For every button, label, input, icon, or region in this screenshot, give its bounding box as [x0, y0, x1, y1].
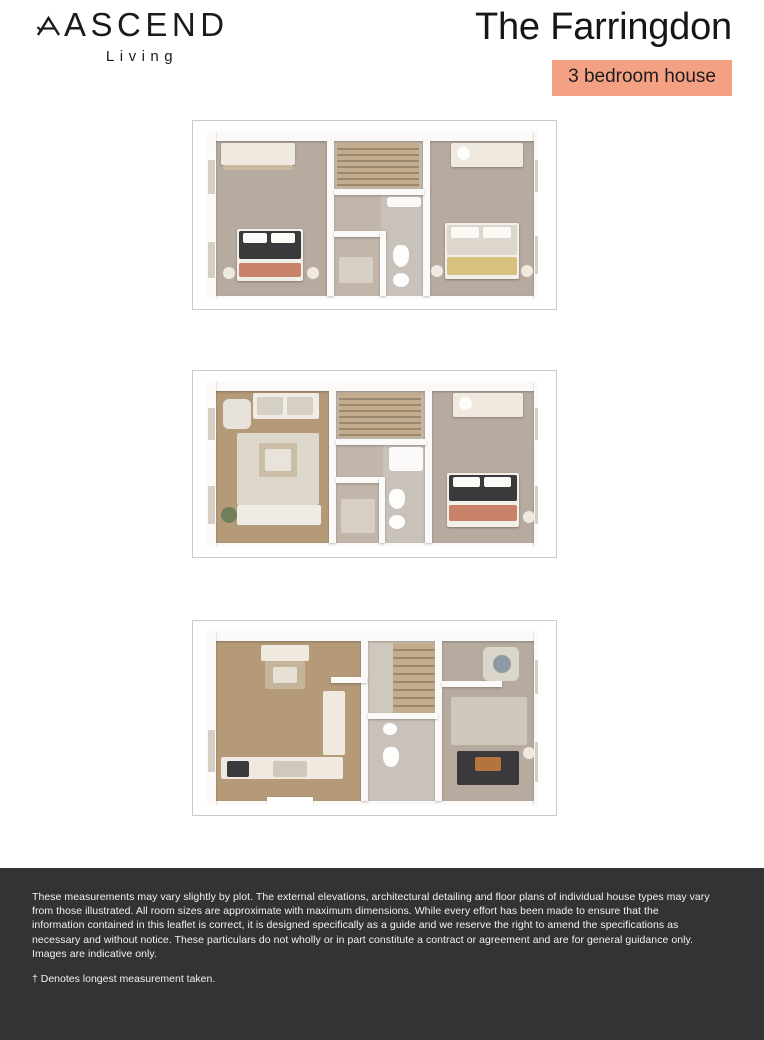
title-block	[475, 0, 732, 96]
footer-note: † Denotes longest measurement taken.	[32, 973, 216, 985]
window-left-1	[208, 407, 215, 441]
window-right-1	[535, 407, 538, 441]
wall-bottom	[207, 296, 538, 299]
furniture-appliance-1	[227, 761, 249, 777]
wall-bottom	[207, 801, 538, 805]
window-right-2	[535, 741, 538, 783]
furniture-wardrobe-left	[221, 143, 295, 165]
window-left-2	[208, 241, 215, 279]
ascend-chevron-logo-icon	[36, 12, 62, 38]
wall-top	[207, 131, 538, 141]
furniture-throw	[449, 505, 517, 521]
furniture-wc-sink	[383, 723, 397, 735]
staircase	[337, 143, 419, 187]
ground-floor-canvas	[207, 631, 538, 805]
window-right-2	[535, 235, 538, 275]
second-floor-canvas	[207, 131, 538, 299]
furniture-pillow-1	[453, 477, 480, 487]
wall-internal-2	[425, 391, 432, 543]
wall-bottom	[207, 543, 538, 547]
furniture-toilet	[393, 245, 409, 267]
furniture-nightstand-left	[223, 267, 235, 279]
furniture-pillow-2	[484, 477, 511, 487]
wall-internal-3	[334, 189, 424, 195]
window-left-1	[208, 159, 215, 195]
wall-internal-2	[435, 641, 442, 801]
furniture-pillow-left-1	[243, 233, 267, 243]
furniture-cushion-lounge-2	[475, 757, 501, 771]
furniture-pillow-right-2	[483, 227, 511, 238]
furniture-pillow-right-1	[451, 227, 479, 238]
furniture-side-table	[523, 747, 535, 759]
brand-sub: Living	[105, 48, 179, 65]
staircase	[393, 643, 435, 713]
wall-internal-2	[423, 141, 430, 296]
furniture-throw-left	[239, 263, 301, 277]
wall-internal-5	[379, 477, 385, 543]
furniture-plant	[221, 507, 237, 523]
wall-internal-4	[336, 477, 384, 483]
window-left-2	[208, 485, 215, 525]
wall-internal-4	[331, 677, 367, 683]
window-right-1	[535, 659, 538, 695]
furniture-basin-right	[457, 147, 470, 160]
furniture-hob	[273, 667, 297, 683]
furniture-wc-toilet	[383, 747, 399, 767]
furniture-shower-tray	[341, 499, 375, 533]
furniture-basin	[459, 397, 472, 410]
furniture-cushion-2	[287, 397, 313, 415]
ascend-chevron-logo-svg	[36, 14, 62, 40]
furniture-sofa-bottom	[237, 505, 321, 525]
furniture-sink	[389, 515, 405, 529]
status-badge: 3 bedroom house	[552, 60, 732, 96]
window-right-2	[535, 485, 538, 525]
furniture-cushion-1	[257, 397, 283, 415]
first-floor-canvas	[207, 381, 538, 547]
furniture-table-top	[265, 449, 291, 471]
furniture-sink-kitchen	[273, 761, 307, 777]
furniture-nightstand-right-1	[431, 265, 443, 277]
furniture-bath	[389, 447, 423, 471]
staircase	[339, 393, 421, 437]
furniture-tall-units	[323, 691, 345, 755]
room-floor-wc	[367, 717, 441, 801]
page-header	[0, 0, 764, 110]
furniture-shower-tray	[339, 257, 373, 283]
wall-internal-3	[368, 713, 438, 719]
furniture-nightstand-right-2	[521, 265, 533, 277]
window-right-1	[535, 159, 538, 193]
furniture-rug-lounge	[451, 697, 527, 745]
furniture-throw-right	[447, 257, 517, 275]
furniture-pillow-left-2	[271, 233, 295, 243]
brand-name-text: ASCEND	[64, 6, 229, 43]
furniture-cushion-lounge	[493, 655, 511, 673]
door-front	[267, 797, 313, 805]
wall-left	[207, 631, 216, 805]
wall-internal-1	[329, 391, 336, 543]
page-title: The Farringdon	[474, 6, 732, 48]
first-floor-plan	[192, 370, 557, 558]
wall-internal-1	[361, 641, 368, 801]
furniture-wardrobe-shadow	[223, 165, 293, 170]
wall-internal-5	[442, 681, 502, 687]
second-floor-plan	[192, 120, 557, 310]
wall-internal-5	[380, 231, 386, 296]
wall-internal-3	[336, 439, 426, 445]
furniture-armchair	[223, 399, 251, 429]
furniture-kitchen-units-top	[261, 645, 309, 661]
wall-top	[207, 381, 538, 391]
furniture-nightstand-right	[307, 267, 319, 279]
wall-top	[207, 631, 538, 641]
furniture-toilet	[389, 489, 405, 509]
brand-name	[36, 8, 266, 42]
brand-logo	[36, 8, 266, 65]
window-left-1	[208, 729, 215, 773]
ground-floor-plan	[192, 620, 557, 816]
wall-internal-1	[327, 141, 334, 296]
footer-disclaimer: These measurements may vary slightly by plot. The external elevations, architectural detailing and floor plans of individual house types may vary from those illustrated. All room sizes are approximate with maximum dimensions. While every effort has been made to ensure that the information contained in this leaflet is correct, it is designed specifically as a guide and we reserve the right to amend the specifications as necessary and without notice. These particulars do not wholly or in part constitute a contract or agreement and are for general guidance only. Images are indicative only.	[32, 891, 710, 960]
furniture-sink	[393, 273, 409, 287]
wall-internal-4	[334, 231, 386, 237]
page-footer	[0, 868, 764, 1040]
furniture-towel-rail	[387, 197, 421, 207]
furniture-nightstand	[523, 511, 535, 523]
